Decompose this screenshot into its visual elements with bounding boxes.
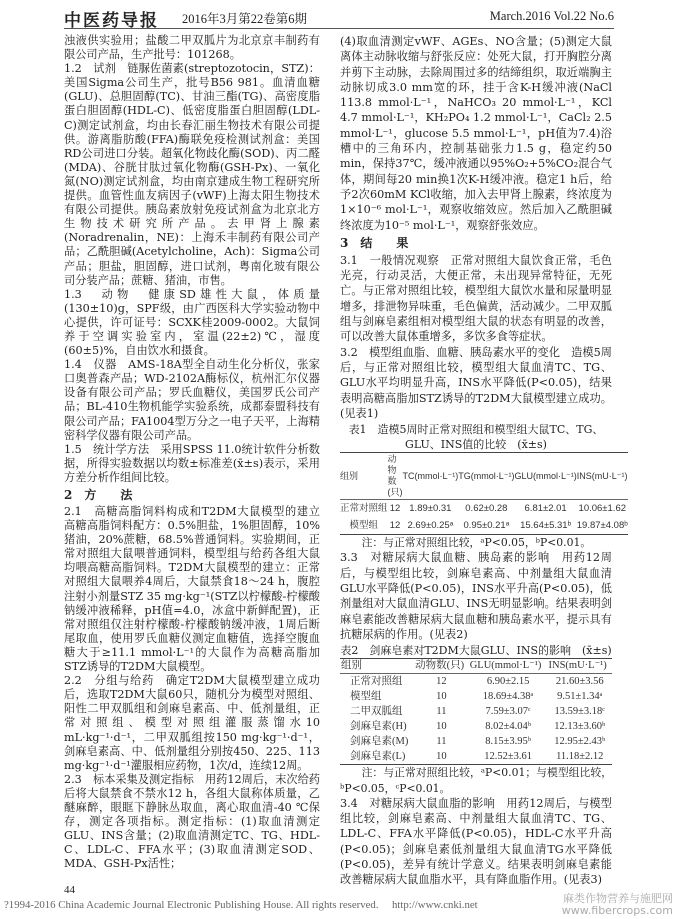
table-row bbox=[340, 500, 628, 518]
table-cell: 18.69±4.38ᵃ bbox=[482, 691, 534, 703]
table-cell: 12 bbox=[436, 676, 447, 688]
paragraph: 3.1 一般情况观察 正常对照组大鼠饮食正常，毛色光亮，行动灵活，大便正常，未出现异常特征，无死亡。与正常对照组比较，模型组大鼠饮水量和尿量明显增多，排泄物异味重，毛色偏黄，活动减少。二甲双胍组与剑麻皂素组相对模型组大鼠的状态有明显的改善，可以改善大鼠体重增多，多饮多食等症状。 bbox=[340, 253, 612, 344]
table-cell: 8.02±4.04ᵇ bbox=[485, 721, 531, 733]
table2-note: 注：与正常对照组比较，ᵃP<0.01；与模型组比较，ᵇP<0.05，ᶜP<0.01。 bbox=[340, 766, 612, 795]
table-cell: 剑麻皂素(H) bbox=[350, 721, 407, 733]
paragraph: 浊液供实验用；盐酸二甲双胍片为北京京丰制药有限公司产品，生产批号：101268。 bbox=[64, 34, 320, 62]
table-cell: 模型组 bbox=[340, 517, 388, 535]
table-1 bbox=[340, 452, 628, 535]
table-cell: 19.87±4.08ᵇ bbox=[577, 517, 628, 535]
table-cell: 0.62±0.28 bbox=[465, 503, 508, 515]
table-cell: 正常对照组 bbox=[350, 676, 403, 688]
paragraph: 3.3 对糖尿病大鼠血糖、胰岛素的影响 用药12周后，与模型组比较，剑麻皂素高、中剂量组大鼠血清GLU水平降低(P<0.05)，INS水平升高(P<0.05)，低剂量组对大鼠血清GLU、INS无明显影响。结果表明剑麻皂素能改善糖尿病大鼠血糖和胰岛素水平，提示具有抗糖尿病的作用。(见表2) bbox=[340, 551, 612, 641]
table-row bbox=[340, 689, 612, 704]
table-cell: 二甲双胍组 bbox=[350, 706, 403, 718]
table-cell: 11 bbox=[436, 736, 447, 748]
table1-note: 注：与正常对照组比较，ᵃP<0.05，ᵇP<0.01。 bbox=[361, 536, 592, 550]
watermark-line: 麻类作物营养与施肥网 bbox=[563, 892, 673, 905]
table-row bbox=[340, 517, 628, 535]
table-cell: 6.90±2.15 bbox=[486, 676, 530, 688]
paragraph: 1.5 统计学方法 采用SPSS 11.0统计软件分析数据，所得实验数据以均数±标准差(x̄±s)表示，采用方差分析作组间比较。 bbox=[64, 442, 320, 484]
paragraph: 3.2 模型组血脂、血糖、胰岛素水平的变化 造模5周后，与正常对照组比较，模型组大鼠血清TC、TG、GLU水平均明显升高，INS水平降低(P<0.05)，结果表明高糖高脂加STZ诱导的T2DM大鼠模型建立成功。(见表1) bbox=[340, 345, 612, 420]
table-cell: 10 bbox=[436, 691, 447, 703]
paragraph: 3.4 对糖尿病大鼠血脂的影响 用药12周后，与模型组比较，剑麻皂素高、中剂量组大鼠血清TC、TG、LDL-C、FFA水平降低(P<0.05)，HDL-C水平升高(P<0.05)；剑麻皂素低剂量组大鼠血清TG水平降低(P<0.05)，差异有统计学意义。结果表明剑麻皂素能改善糖尿病大鼠血脂水平，具有降血脂作用。(见表3) bbox=[340, 796, 612, 887]
table-header: 组别 bbox=[340, 453, 388, 500]
table-2 bbox=[340, 658, 612, 765]
table-cell: 10.06±1.62 bbox=[578, 503, 627, 515]
table-row bbox=[340, 719, 612, 734]
journal-logo: 中医药导报 bbox=[64, 11, 159, 31]
paragraph: 2.1 高糖高脂饲料构成和T2DM大鼠模型的建立 高糖高脂饲料配方：0.5%胆盐，1%胆固醇，10%猪油，20%蔗糖，68.5%普通饲料。实验期间，正常对照组大鼠喂普通饲料，模型组与给药各组大鼠均喂高糖高脂饲料。T2DM大鼠模型的建立：正常对照组大鼠喂养4周后，大鼠禁食18～24 h，腹腔注射小剂量STZ 35 mg·kg⁻¹(STZ以柠檬酸-柠檬酸钠缓冲液稀释，pH值=4.0，冰盒中新鲜配置)，正常对照组仅注射柠檬酸-柠檬酸钠缓冲液，1周后断尾取血，使用罗氏血糖仪测定血糖值，选择空腹血糖大于≥11.1 mmol·L⁻¹的大鼠作为高糖高脂加STZ诱导的T2DM大鼠模型。 bbox=[64, 505, 332, 674]
table-cell: 7.59±3.07ᶜ bbox=[485, 706, 531, 718]
issue-cn: 2016年3月第22卷第6期 bbox=[182, 12, 308, 26]
table-cell: 剑麻皂素(L) bbox=[340, 749, 414, 765]
table-header: INS(mU·L⁻¹) bbox=[548, 659, 612, 674]
table2-caption: 表2 剑麻皂素对T2DM大鼠GLU、INS的影响 (x̄±s) bbox=[340, 644, 612, 658]
section-heading-methods: 2 方 法 bbox=[64, 488, 133, 502]
table-cell: 12.52±3.61 bbox=[469, 749, 548, 765]
table-cell: 正常对照组 bbox=[340, 503, 388, 515]
paragraph: 1.2 试剂 链脲佐菌素(streptozotocin，STZ)：美国Sigma公司生产，批号B56 981。血清血糖(GLU)、总胆固醇(TC)、甘油三酯(TG)、高密度脂蛋白胆固醇(HDL-C)、低密度脂蛋白胆固醇(LDL-C)测定试剂盒，均由长春汇丽生物技术有限公司提供。游离脂肪酸(FFA)酶联免疫检测试剂盒：美国RD公司进口分装。超氧化物歧化酶(SOD)、丙二醛(MDA)、谷胱甘肽过氧化物酶(GSH-Px)、一氧化氮(NO)测定试剂盒，均由南京建成生物工程研究所提供。血管性血友病因子(vWF)上海太阳生物技术有限公司提供。胰岛素放射免疫试剂盒为北京北方生物技术研究所产品。去甲肾上腺素(Noradrenalin，NE)：上海禾丰制药有限公司产品；乙酰胆碱(Acetylcholine，Ach)：Sigma公司产品；胆盐，胆固醇，进口试剂，粤南化玻有限公司分装产品；蔗糖、猪油，市售。 bbox=[64, 62, 320, 287]
table-cell: 12.13±3.60ᵇ bbox=[554, 721, 606, 733]
table-cell: 2.69±0.25ᵃ bbox=[403, 517, 459, 535]
running-header bbox=[64, 6, 614, 29]
table-header: GLU(mmol·L⁻¹) bbox=[515, 453, 577, 500]
table-header: TC(mmol·L⁻¹) bbox=[403, 453, 459, 500]
table-row bbox=[340, 749, 612, 765]
table-cell: 15.64±5.31ᵇ bbox=[515, 517, 577, 535]
paragraph: 1.3 动物 健康SD雄性大鼠，体质量(130±10)g，SPF级，由广西医科大学实验动物中心提供，许可证号：SCXK桂2009-0002。大鼠饲养于空调实验室内，室温(22±2)℃，湿度(60±5)%，自由饮水和摄食。 bbox=[64, 287, 320, 358]
right-column bbox=[340, 34, 628, 888]
paragraph: 2.3 标本采集及测定指标 用药12周后，末次给药后将大鼠禁食不禁水12 h，各组大鼠称体质量，乙醚麻醉，眼眶下静脉丛取血，离心取血清-40 ℃保存，测定各项指标。测定指标：(1)取血清测定GLU、INS含量；(2)取血清测定TC、TG、HDL-C、LDL-C、FFA水平；(3)取血清测定SOD、MDA、GSH-Px活性； bbox=[64, 772, 320, 871]
table-cell: 10 bbox=[414, 749, 469, 765]
table-cell: 9.51±1.34ᵃ bbox=[557, 691, 603, 703]
watermark bbox=[562, 893, 673, 917]
table-header: 动物数(只) bbox=[388, 453, 403, 500]
table-header: INS(mU·L⁻¹) bbox=[577, 453, 628, 500]
table-cell: 模型组 bbox=[350, 691, 382, 703]
watermark-line: www.fibercrops.com bbox=[561, 904, 673, 917]
table-cell: 13.59±3.18ᶜ bbox=[554, 706, 605, 718]
section-heading-results: 3 结 果 bbox=[340, 235, 409, 250]
paragraph: (4)取血清测定vWF、AGEs、NO含量；(5)测定大鼠离体主动脉收缩与舒张反应：处死大鼠，打开胸腔分离并剪下主动脉，去除周围过多的结缔组织，取近端胸主动脉切成3.0 mm宽的环，挂于含K-H缓冲液(NaCl 113.8 mmol·L⁻¹，NaHCO₃ 20 mmol·L⁻¹，KCl 4.7 mmol·L⁻¹，KH₂PO₄ 1.2 mmol·L⁻¹，CaCl₂ 2.5 mmol·L⁻¹，glucose 5.5 mmol·L⁻¹，pH值为7.4)浴槽中的三角环内，控制基础张力1.5 g，稳定约50 min，保持37℃，缓冲液通以95%O₂+5%CO₂混合气体，期间每20 min换1次K-H缓冲液。稳定1 h后，给予2次60mM KCl收缩，加入去甲肾上腺素，终浓度为1×10⁻⁶ mol·L⁻¹，观察收缩效应。然后加入乙酰胆碱终浓度为10⁻⁵ mol·L⁻¹，观察舒张效应。 bbox=[340, 35, 612, 232]
table1-caption: 表1 造模5周时正常对照组和模型组大鼠TC、TG、GLU、INS值的比较 (x̄±s) bbox=[348, 423, 604, 452]
table-cell: 11.18±2.12 bbox=[548, 749, 612, 765]
table-header: 动物数(只) bbox=[414, 659, 469, 674]
paragraph: 1.4 仪器 AMS-18A型全自动生化分析仪，张家口奥普森产品；WD-2102A酶标仪，杭州汇尔仪器设备有限公司产品；罗氏血糖仪，美国罗氏公司产品；BL-410生物机能学实验系统，成都泰盟科技有限公司产品；FA1004型万分之一电子天平，上海精密科学仪器有限公司产品。 bbox=[64, 358, 320, 442]
table-cell: 8.15±3.95ᵇ bbox=[485, 736, 531, 748]
table-cell: 6.81±2.01 bbox=[524, 503, 567, 515]
table-cell: 21.60±3.56 bbox=[555, 676, 604, 688]
issue-en: March.2016 Vol.22 No.6 bbox=[489, 9, 614, 23]
table-cell: 0.95±0.21ᵃ bbox=[458, 517, 514, 535]
table-cell: 12 bbox=[389, 503, 401, 515]
paragraph: 2.2 分组与给药 确定T2DM大鼠模型建立成功后，选取T2DM大鼠60只，随机分为模型对照组、阳性二甲双胍组和剑麻皂素高、中、低剂量组，正常对照组、模型对照组灌服蒸馏水10 mL·kg⁻¹·d⁻¹，二甲双胍组按150 mg·kg⁻¹·d⁻¹，剑麻皂素高、中、低剂量组分别按450、225、113 mg·kg⁻¹·d⁻¹灌服相应药物，1次/d，连续12周。 bbox=[64, 674, 320, 772]
copyright-footer: ?1994-2016 China Academic Journal Electronic Publishing House. All rights reserved. http://www.cnki.net bbox=[4, 899, 478, 911]
table-cell: 12.95±2.43ᵇ bbox=[554, 736, 606, 748]
left-column bbox=[64, 34, 332, 871]
page-number: 44 bbox=[64, 884, 75, 896]
table-cell: 12 bbox=[388, 517, 403, 535]
table-cell: 11 bbox=[436, 706, 447, 718]
table-row bbox=[340, 734, 612, 749]
table-row bbox=[340, 704, 612, 719]
table-header: TG(mmol·L⁻¹) bbox=[458, 453, 514, 500]
table-cell: 10 bbox=[436, 721, 447, 733]
table-header: 组别 bbox=[340, 659, 414, 674]
table-cell: 剑麻皂素(M) bbox=[350, 736, 409, 748]
table-header: GLU(mmol·L⁻¹) bbox=[469, 659, 548, 674]
table-row bbox=[340, 674, 612, 690]
table-cell: 1.89±0.31 bbox=[409, 503, 452, 515]
